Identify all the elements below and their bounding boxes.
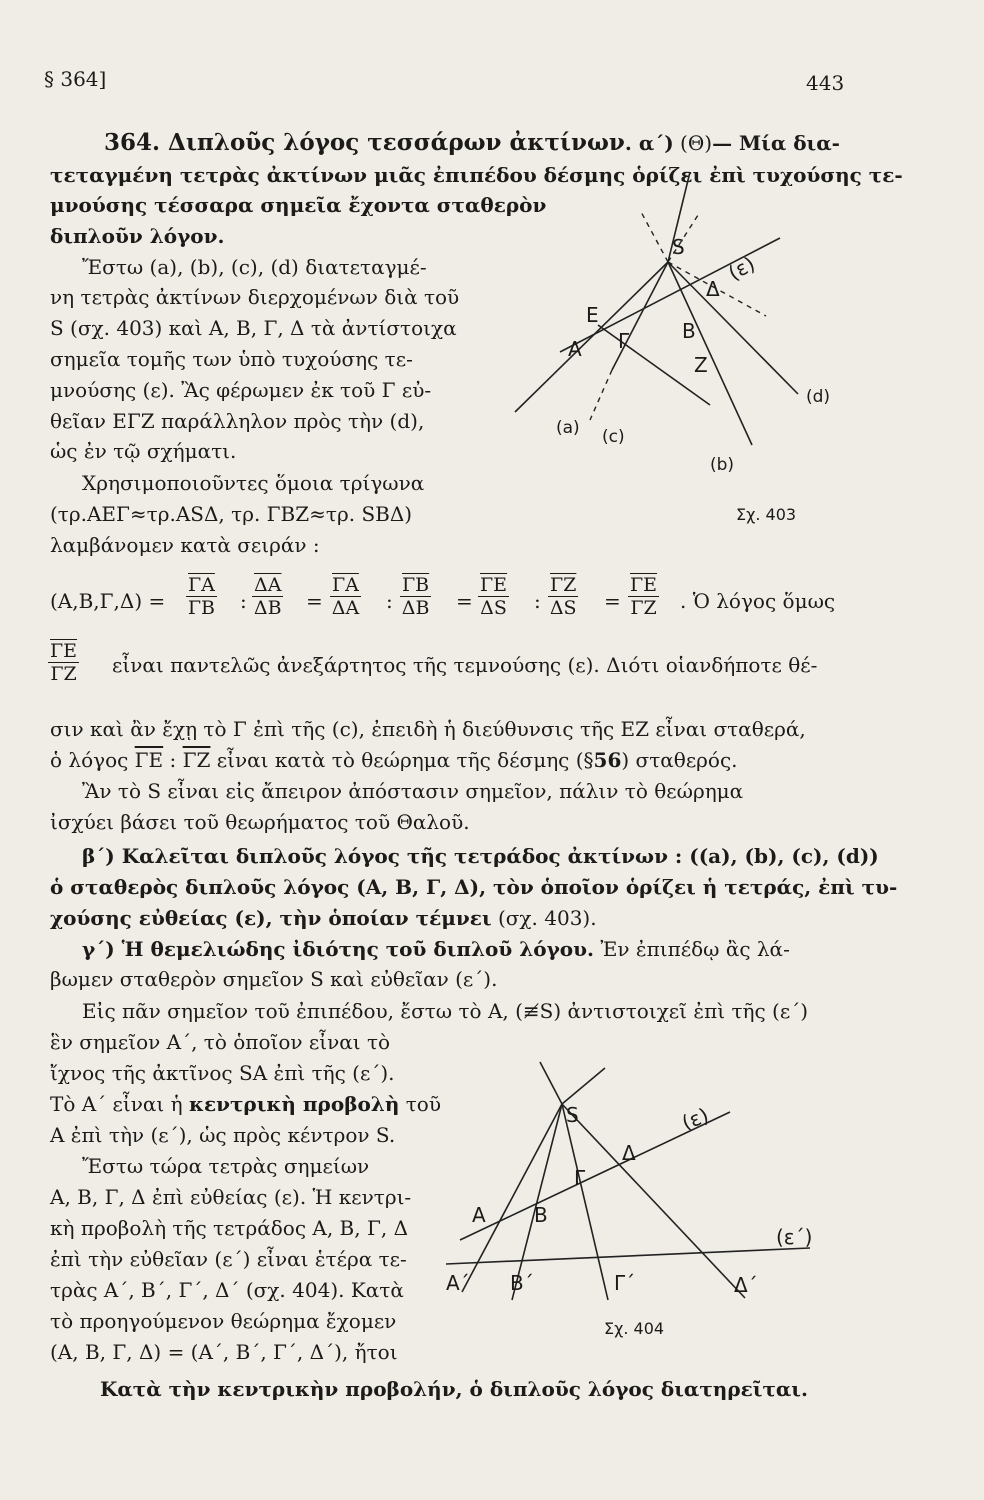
fraction-da-db: $\frac{\overline{\Delta A}}{\Delta B}$ — [253, 574, 282, 619]
gamma-line-13: τὸ προηγούμενον θεώρημα ἔχομεν — [50, 1309, 397, 1333]
theorem-tag: (Θ) — [680, 131, 713, 155]
label-delta: Δ — [622, 1141, 636, 1165]
equation-lhs: (Α,Β,Γ,Δ) = — [50, 589, 166, 613]
theorem-line-3: μνούσης τέσσαρα σημεῖα ἔχοντα σταθερὸν — [50, 193, 547, 217]
para3-line-5: ἰσχύει βάσει τοῦ θεωρήματος τοῦ Θαλοῦ. — [50, 810, 470, 834]
label-b: B — [682, 319, 696, 343]
ray-sd — [562, 1104, 745, 1298]
gamma-line-11: ἐπὶ τὴν εὐθεῖαν (ε΄) εἶναι ἑτέρα τε- — [50, 1247, 407, 1271]
para3-line-2: σιν καὶ ἂν ἔχῃ τὸ Γ ἐπὶ τῆς (c), ἐπειδὴ ἡ διεύθυνσις τῆς ΕΖ εἶναι σταθερά, — [50, 717, 806, 741]
page-number: 443 — [806, 71, 845, 95]
gamma-title: γ΄) Ἡ θεμελιώδης ἰδιότης τοῦ διπλοῦ λόγου. — [82, 937, 594, 961]
subsection-label: α΄) — [638, 131, 674, 155]
label-s: S — [672, 235, 685, 259]
gamma-line-5: ἴχνος τῆς ἀκτῖνος SΑ ἐπὶ τῆς (ε΄). — [50, 1061, 395, 1085]
equals-2: = — [456, 589, 473, 613]
ray-extension-1 — [540, 1062, 562, 1104]
figure-404 — [440, 1060, 850, 1350]
running-header-section: § 364] — [44, 67, 107, 91]
colon-1: : — [240, 589, 247, 613]
figure-403-caption: Σχ. 403 — [736, 505, 797, 524]
theorem-line-4: διπλοῦν λόγον. — [50, 224, 225, 248]
fraction-ge-ds: $\frac{\overline{\Gamma E}}{\Delta S}$ — [480, 574, 508, 619]
ray-a — [515, 262, 668, 412]
para2-line-3: λαμβάνομεν κατὰ σειράν : — [50, 533, 320, 557]
label-delta: Δ — [706, 277, 720, 301]
label-gamma: Γ — [618, 329, 630, 353]
gamma-line-2: βωμεν σταθερὸν σημεῖον S καὶ εὐθεῖαν (ε΄). — [50, 967, 498, 991]
para3-line-3: ὁ λόγος $\overline{\Gamma E}$ : $\overline{\Gamma Z}$ εἶναι κατὰ τὸ θεώρημα τῆς δέσμης (§56) σταθερός. — [50, 748, 738, 772]
label-ray-b: (b) — [710, 455, 735, 475]
gamma-line-12: τρὰς Α΄, Β΄, Γ΄, Δ΄ (σχ. 404). Κατὰ — [50, 1278, 404, 1302]
ray-extension-2 — [562, 1068, 605, 1104]
para2-line-2: (τρ.ΑΕΓ≈τρ.ΑSΔ, τρ. ΓΒΖ≈τρ. SΒΔ) — [50, 502, 413, 526]
label-gamma: Γ — [574, 1166, 586, 1190]
equals-3: = — [604, 589, 621, 613]
gamma-line-7: Α ἐπὶ τὴν (ε΄), ὡς πρὸς κέντρον S. — [50, 1123, 396, 1147]
gamma-line-6: Τὸ Α΄ εἶναι ἡ κεντρικὴ προβολὴ τοῦ — [50, 1092, 441, 1116]
gamma-line-1: γ΄) Ἡ θεμελιώδης ἰδιότης τοῦ διπλοῦ λόγου. Ἐν ἐπιπέδῳ ἂς λά- — [82, 937, 790, 961]
para1-line-7: ὡς ἐν τῷ σχήματι. — [50, 439, 237, 463]
label-epsilon-prime: (ε΄) — [776, 1225, 813, 1249]
section-heading: 364. Διπλοῦς λόγος τεσσάρων ἀκτίνων. α΄) (Θ)— Μία δια- — [104, 129, 840, 156]
fraction-ge-gz-inline: $\frac{\overline{\Gamma E}}{\Gamma Z}$ — [50, 640, 78, 685]
label-b: B — [534, 1203, 548, 1227]
gamma-line-10: κὴ προβολὴ τῆς τετράδος Α, Β, Γ, Δ — [50, 1216, 409, 1240]
beta-line-3: χούσης εὐθείας (ε), τὴν ὁποίαν τέμνει (σχ. 403). — [50, 906, 597, 930]
label-ray-d: (d) — [806, 387, 831, 407]
beta-line-1: β΄) Καλεῖται διπλοῦς λόγος τῆς τετράδος ἀκτίνων : ((a), (b), (c), (d)) — [82, 844, 879, 868]
theorem-line-1: — Μία δια- — [712, 131, 840, 155]
theorem-line-2: τεταγμένη τετρὰς ἀκτίνων μιᾶς ἐπιπέδου δέσμης ὁρίζει ἐπὶ τυχούσης τε- — [50, 163, 903, 187]
para2-line-1: Χρησιμοποιοῦντες ὅμοια τρίγωνα — [82, 471, 425, 495]
label-ray-c: (c) — [602, 427, 625, 447]
line-epsilon-prime — [446, 1248, 810, 1264]
gamma-line-3: Εἰς πᾶν σημεῖον τοῦ ἐπιπέδου, ἔστω τὸ Α, (≢S) ἀντιστοιχεῖ ἐπὶ τῆς (ε΄) — [82, 999, 809, 1023]
label-g-prime: Γ΄ — [614, 1271, 636, 1295]
para1-line-3: S (σχ. 403) καὶ Α, Β, Γ, Δ τὰ ἀντίστοιχα — [50, 316, 457, 340]
label-a: A — [568, 337, 582, 361]
fraction-gz-ds: $\frac{\overline{\Gamma Z}}{\Delta S}$ — [549, 574, 577, 619]
equals-1: = — [306, 589, 323, 613]
gamma-line-8: Ἔστω τώρα τετρὰς σημείων — [82, 1154, 370, 1178]
gamma-conclusion: Κατὰ τὴν κεντρικὴν προβολήν, ὁ διπλοῦς λόγος διατηρεῖται. — [100, 1377, 808, 1401]
colon-3: : — [534, 589, 541, 613]
label-e: E — [586, 303, 599, 327]
label-z: Z — [694, 353, 708, 377]
ray-dashed-1 — [640, 210, 668, 262]
ray-sg — [562, 1104, 608, 1300]
para1-line-5: μνούσης (ε). Ἂς φέρωμεν ἐκ τοῦ Γ εὐ- — [50, 378, 432, 402]
ray-c-dashed — [590, 370, 612, 420]
para3-line-1: εἶναι παντελῶς ἀνεξάρτητος τῆς τεμνούσης (ε). Διότι οἱανδήποτε θέ- — [112, 653, 818, 677]
gamma-line-14: (Α, Β, Γ, Δ) = (Α΄, Β΄, Γ΄, Δ΄), ἤτοι — [50, 1340, 398, 1364]
section-number: 364 — [104, 129, 153, 156]
fraction-ga-da: $\frac{\overline{\Gamma A}}{\Delta A}$ — [331, 574, 360, 619]
label-d-prime: Δ΄ — [734, 1273, 758, 1297]
figure-403 — [500, 140, 860, 550]
figure-404-caption: Σχ. 404 — [604, 1319, 665, 1338]
label-epsilon: (ε) — [678, 1102, 712, 1135]
section-title: Διπλοῦς λόγος τεσσάρων ἀκτίνων — [168, 129, 625, 156]
gamma-line-4: ἓν σημεῖον Α΄, τὸ ὁποῖον εἶναι τὸ — [50, 1030, 391, 1054]
para1-line-1: Ἔστω (a), (b), (c), (d) διατεταγμέ- — [82, 255, 427, 279]
para3-line-4: Ἂν τὸ S εἶναι εἰς ἄπειρον ἀπόστασιν σημεῖον, πάλιν τὸ θεώρημα — [82, 779, 744, 803]
label-epsilon: (ε) — [724, 251, 759, 286]
para1-line-6: θεῖαν ΕΓΖ παράλληλον πρὸς τὴν (d), — [50, 409, 425, 433]
fraction-ge-gz: $\frac{\overline{\Gamma E}}{\Gamma Z}$ — [630, 574, 658, 619]
gamma-line-9: Α, Β, Γ, Δ ἐπὶ εὐθείας (ε). Ἡ κεντρι- — [50, 1185, 412, 1209]
equation-tail: . Ὁ λόγος ὅμως — [680, 589, 836, 613]
beta-line-2: ὁ σταθερὸς διπλοῦς λόγος (Α, Β, Γ, Δ), τὸν ὁποῖον ὁρίζει ἡ τετράς, ἐπὶ τυ- — [50, 875, 898, 899]
section-reference: 56 — [593, 748, 622, 772]
fraction-gb-db: $\frac{\overline{\Gamma B}}{\Delta B}$ — [401, 574, 430, 619]
ray-c-segment — [612, 262, 668, 370]
label-s: S — [566, 1103, 579, 1127]
fraction-ga-gb: $\frac{\overline{\Gamma A}}{\Gamma B}$ — [187, 574, 216, 619]
label-ray-a: (a) — [556, 418, 580, 438]
label-b-prime: B΄ — [510, 1271, 534, 1295]
label-a: A — [472, 1203, 486, 1227]
para1-line-4: σημεῖα τομῆς των ὑπὸ τυχούσης τε- — [50, 347, 413, 371]
label-a-prime: A΄ — [446, 1271, 470, 1295]
para1-line-2: νη τετρὰς ἀκτίνων διερχομένων διὰ τοῦ — [50, 285, 460, 309]
colon-2: : — [386, 589, 393, 613]
